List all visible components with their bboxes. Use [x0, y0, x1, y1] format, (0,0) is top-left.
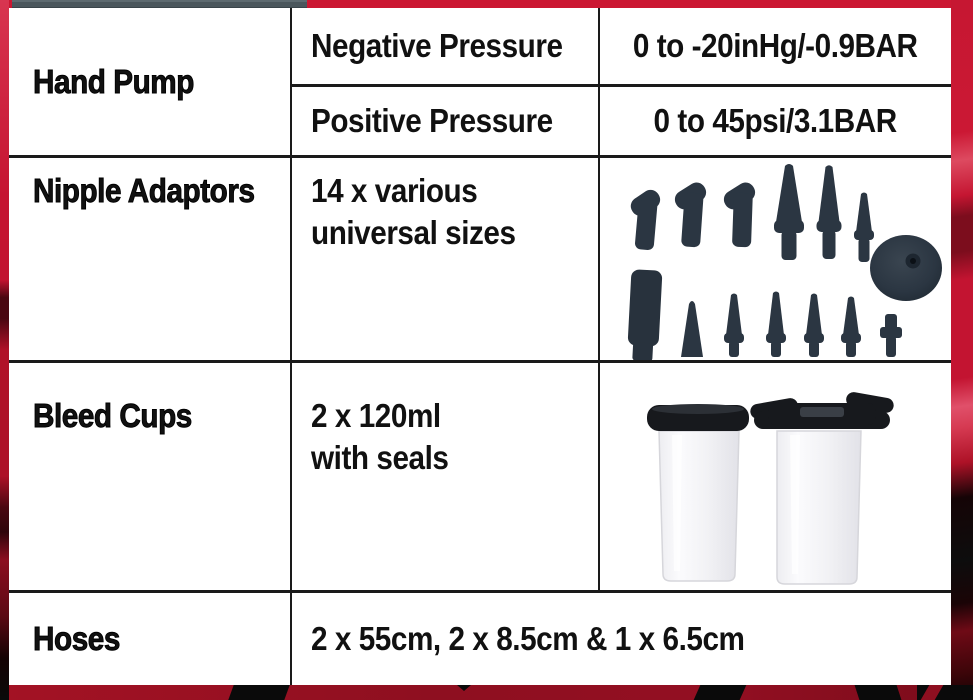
cone-adaptor [804, 294, 824, 358]
bleed-cup [647, 404, 749, 581]
pattern-shape [694, 685, 747, 700]
positive-pressure-label: Positive Pressure [311, 102, 553, 139]
nipple-adaptors-image-cell [600, 158, 951, 360]
tube-adaptor [627, 269, 663, 360]
negative-pressure-label: Negative Pressure [311, 27, 563, 64]
row-label: Nipple Adaptors [33, 172, 255, 209]
pattern-shape [917, 685, 973, 700]
positive-pressure-cell [292, 87, 598, 155]
row-label: Bleed Cups [33, 397, 192, 434]
cone-adaptor [681, 301, 703, 357]
background-left-strip [0, 0, 9, 700]
hoses-value-cell [292, 593, 951, 685]
bleed-cups-image-cell [600, 363, 951, 590]
elbow-adaptor [720, 179, 758, 247]
hoses-label-cell [9, 593, 290, 685]
gray-top-bar [12, 0, 307, 8]
background-bottom-strip [9, 685, 951, 700]
spec-table [9, 8, 951, 685]
barb-adaptor [880, 314, 902, 357]
cone-adaptor [854, 193, 874, 263]
positive-pressure-value-cell [600, 87, 951, 155]
bleed-cups-label-cell [9, 363, 290, 590]
value-line: 2 x 120ml [311, 397, 441, 434]
background-right-strip [951, 0, 973, 700]
bleed-cup [749, 391, 895, 584]
cone-adaptor [724, 294, 744, 358]
negative-pressure-cell [292, 8, 598, 84]
value-line: with seals [311, 439, 449, 476]
hoses-value: 2 x 55cm, 2 x 8.5cm & 1 x 6.5cm [311, 620, 745, 657]
pattern-shape [855, 685, 902, 700]
cone-adaptor [766, 292, 786, 358]
row-label: Hand Pump [33, 62, 194, 100]
negative-pressure-value-cell [600, 8, 951, 84]
disc-adaptor [870, 235, 942, 301]
nipple-adaptors-label-cell [9, 158, 290, 360]
background-top-strip [9, 0, 951, 8]
row-label: Hoses [33, 620, 120, 657]
nipple-adaptors-value-cell [292, 158, 598, 360]
cone-adaptor [817, 165, 842, 259]
pattern-shape [457, 685, 471, 691]
bleed-cups-value-cell [292, 363, 598, 590]
cone-adaptor [774, 164, 804, 260]
bleed-cups-image [600, 363, 951, 590]
cone-adaptor [841, 297, 861, 358]
value-line: 14 x various [311, 172, 478, 209]
value-line: universal sizes [311, 214, 516, 251]
nipple-adaptors-image [600, 158, 951, 360]
positive-pressure-value: 0 to 45psi/3.1BAR [653, 102, 898, 139]
pattern-shape [228, 685, 289, 700]
hand-pump-label-cell [9, 8, 290, 155]
negative-pressure-value: 0 to -20inHg/-0.9BAR [633, 27, 918, 64]
elbow-adaptor [627, 186, 663, 250]
elbow-adaptor [671, 179, 709, 247]
